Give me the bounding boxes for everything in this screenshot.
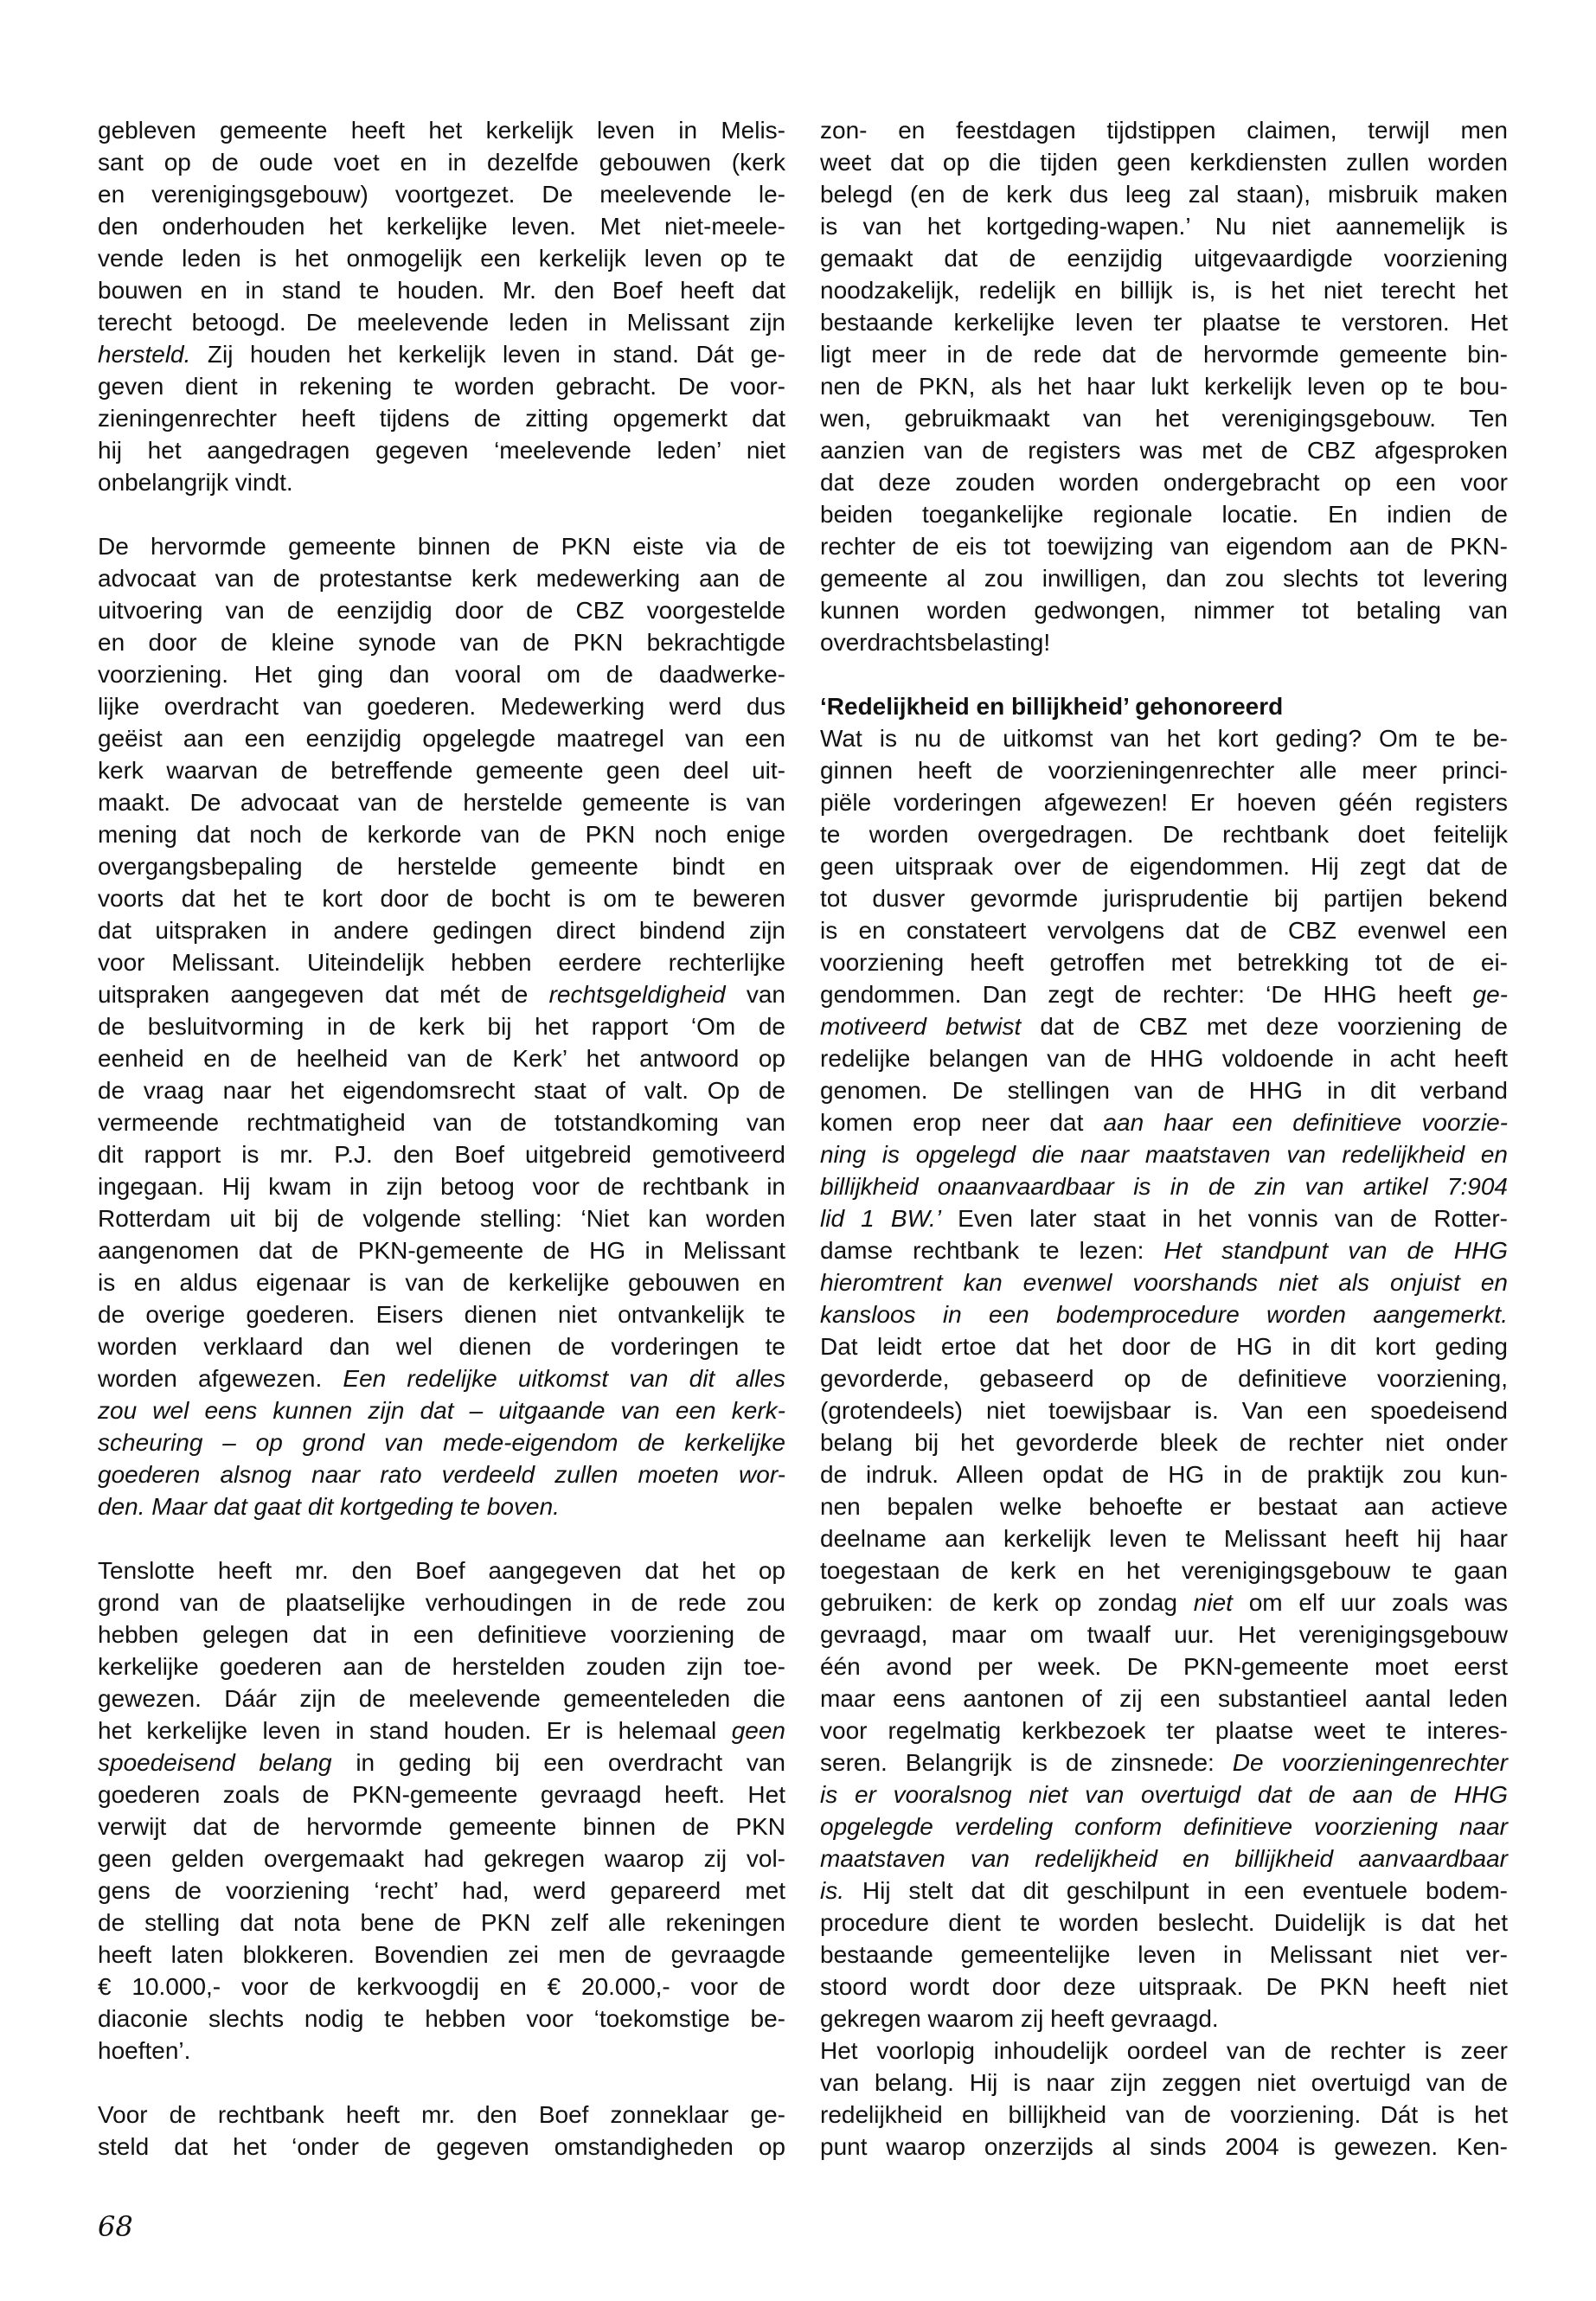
text-line bbox=[820, 1779, 1508, 1811]
text-line: is en constateert vervolgens dat de CBZ evenwel een bbox=[820, 917, 1508, 944]
text-line: is van het kortgeding-wapen.’ Nu niet aannemelijk is bbox=[820, 213, 1508, 240]
italic-text: goederen alsnog naar rato verdeeld zullen moeten wor- bbox=[98, 1461, 785, 1488]
section-heading: ‘Redelijkheid en billijkheid’ gehonoreerd bbox=[820, 693, 1284, 720]
text-line: worden verklaard dan wel dienen de vorderingen te bbox=[98, 1333, 785, 1360]
italic-text: rechtsgeldigheid bbox=[548, 981, 726, 1008]
text-line: spoedeisend belang in geding bij een overdracht van bbox=[98, 1749, 785, 1776]
text-line: redelijke belangen van de HHG voldoende in acht heeft bbox=[820, 1045, 1508, 1072]
text-line: toegestaan de kerk en het verenigingsgebouw te gaan bbox=[820, 1557, 1508, 1584]
text-line bbox=[98, 1426, 785, 1458]
text-line: komen erop neer dat aan haar een definitieve voorzie- bbox=[820, 1109, 1508, 1136]
italic-text: den. Maar dat gaat dit kortgeding te boven. bbox=[98, 1493, 560, 1520]
text-line bbox=[820, 1811, 1508, 1843]
text-line bbox=[820, 1298, 1508, 1330]
text-line: kunnen worden gedwongen, nimmer tot betaling van bbox=[820, 597, 1508, 624]
italic-text: spoedeisend belang bbox=[98, 1749, 332, 1776]
italic-text: hieromtrent kan evenwel voorshands niet als onjuist en bbox=[820, 1269, 1508, 1296]
text-line: kerk waarvan de betreffende gemeente geen deel uit- bbox=[98, 757, 785, 784]
text-line: geen gelden overgemaakt had gekregen waarop zij vol- bbox=[98, 1845, 785, 1872]
text-line: vermeende rechtmatigheid van de totstandkoming van bbox=[98, 1109, 785, 1136]
text-line: lid 1 BW.’ Even later staat in het vonnis van de Rotter- bbox=[820, 1205, 1508, 1232]
text-line: seren. Belangrijk is de zinsnede: De voorzieningenrechter bbox=[820, 1749, 1508, 1776]
text-line: rechter de eis tot toewijzing van eigendom aan de PKN- bbox=[820, 533, 1508, 560]
text-line: worden afgewezen. Een redelijke uitkomst van dit alles bbox=[98, 1365, 785, 1392]
text-line: gens de voorziening ‘recht’ had, werd gepareerd met bbox=[98, 1877, 785, 1904]
text-line bbox=[820, 1170, 1508, 1202]
italic-text: is. bbox=[820, 1877, 844, 1904]
text-line: dit rapport is mr. P.J. den Boef uitgebreid gemotiveerd bbox=[98, 1141, 785, 1168]
text-line: ginnen heeft de voorzieningenrechter alle meer princi- bbox=[820, 757, 1508, 784]
text-line bbox=[98, 1394, 785, 1426]
text-line: voorziening heeft getroffen met betrekking tot de ei- bbox=[820, 949, 1508, 976]
text-line bbox=[98, 1490, 785, 1522]
text-line: de overige goederen. Eisers dienen niet ontvankelijk te bbox=[98, 1301, 785, 1328]
text-line: het kerkelijke leven in stand houden. Er is helemaal geen bbox=[98, 1717, 785, 1744]
text-line: motiveerd betwist dat de CBZ met deze voorziening de bbox=[820, 1013, 1508, 1040]
text-line: weet dat op die tijden geen kerkdiensten zullen worden bbox=[820, 149, 1508, 176]
text-line: voor regelmatig kerkbezoek ter plaatse weet te interes- bbox=[820, 1717, 1508, 1744]
text-line: van belang. Hij is naar zijn zeggen niet overtuigd van de bbox=[820, 2069, 1508, 2096]
text-line: lijke overdracht van goederen. Medewerking werd dus bbox=[98, 693, 785, 720]
italic-text: kansloos in een bodemprocedure worden aangemerkt. bbox=[820, 1301, 1508, 1328]
text-line: geëist aan een eenzijdig opgelegde maatregel van een bbox=[98, 725, 785, 752]
italic-text: hersteld. bbox=[98, 341, 191, 368]
text-line: belang bij het gevorderde bleek de rechter niet onder bbox=[820, 1429, 1508, 1456]
text-line: heeft laten blokkeren. Bovendien zei men de gevraagde bbox=[98, 1941, 785, 1968]
text-line: zon- en feestdagen tijdstippen claimen, terwijl men bbox=[820, 117, 1508, 144]
text-line: noodzakelijk, redelijk en billijk is, is het niet terecht het bbox=[820, 277, 1508, 304]
text-line: gebleven gemeente heeft het kerkelijk leven in Melis- bbox=[98, 117, 785, 144]
text-line: uitvoering van de eenzijdig door de CBZ voorgestelde bbox=[98, 597, 785, 624]
text-line: advocaat van de protestantse kerk medewerking aan de bbox=[98, 565, 785, 592]
text-line: gewezen. Dáár zijn de meelevende gemeenteleden die bbox=[98, 1685, 785, 1712]
italic-text: niet bbox=[1193, 1589, 1233, 1616]
text-line: vende leden is het onmogelijk een kerkelijk leven op te bbox=[98, 245, 785, 272]
text-line: kerkelijke goederen aan de herstelden zouden zijn toe- bbox=[98, 1653, 785, 1680]
italic-text: Het standpunt van de HHG bbox=[1163, 1237, 1508, 1264]
italic-text: billijkheid onaanvaardbaar is in de zin van artikel 7:904 bbox=[820, 1173, 1508, 1200]
text-line: beiden toegankelijke regionale locatie. En indien de bbox=[820, 501, 1508, 528]
paragraph bbox=[98, 114, 785, 498]
text-line bbox=[820, 1138, 1508, 1170]
text-line: is en aldus eigenaar is van de kerkelijke gebouwen en bbox=[98, 1269, 785, 1296]
text-line: gemeente al zou inwilligen, dan zou slechts tot levering bbox=[820, 565, 1508, 592]
text-line: voorts dat het te kort door de bocht is om te beweren bbox=[98, 885, 785, 912]
text-line: genomen. De stellingen van de HHG in dit verband bbox=[820, 1077, 1508, 1104]
text-line: geven dient in rekening te worden gebracht. De voor- bbox=[98, 373, 785, 400]
italic-text: Een redelijke uitkomst van dit alles bbox=[343, 1365, 785, 1392]
text-line: geen uitspraak over de eigendommen. Hij zegt dat de bbox=[820, 853, 1508, 880]
text-line: Rotterdam uit bij de volgende stelling: ‘Niet kan worden bbox=[98, 1205, 785, 1232]
text-line bbox=[820, 1266, 1508, 1298]
text-line: voor Melissant. Uiteindelijk hebben eerdere rechterlijke bbox=[98, 949, 785, 976]
text-line: de indruk. Alleen opdat de HG in de praktijk zou kun- bbox=[820, 1461, 1508, 1488]
text-line: € 10.000,- voor de kerkvoogdij en € 20.000,- voor de bbox=[98, 1973, 785, 2000]
text-line: deelname aan kerkelijk leven te Melissant heeft hij haar bbox=[820, 1525, 1508, 1552]
italic-text: ning is opgelegd die naar maatstaven van redelijkheid en bbox=[820, 1141, 1508, 1168]
text-line: den onderhouden het kerkelijke leven. Met niet-meele- bbox=[98, 213, 785, 240]
text-line: voorziening. Het ging dan vooral om de daadwerke- bbox=[98, 661, 785, 688]
right-column bbox=[820, 114, 1508, 2163]
text-line: de vraag naar het eigendomsrecht staat of valt. Op de bbox=[98, 1077, 785, 1104]
italic-text: motiveerd betwist bbox=[820, 1013, 1022, 1040]
paragraph bbox=[98, 1554, 785, 2067]
paragraph-gap bbox=[98, 1522, 785, 1554]
text-line: nen bepalen welke behoefte er bestaat aan actieve bbox=[820, 1493, 1508, 1520]
text-line: De hervormde gemeente binnen de PKN eiste via de bbox=[98, 533, 785, 560]
text-line: piële vorderingen afgewezen! Er hoeven géén registers bbox=[820, 789, 1508, 816]
italic-text: scheuring – op grond van mede-eigendom de kerkelijke bbox=[98, 1429, 785, 1456]
text-line bbox=[98, 1458, 785, 1490]
text-line: belegd (en de kerk dus leeg zal staan), misbruik maken bbox=[820, 181, 1508, 208]
text-line: gemaakt dat de eenzijdig uitgevaardigde voorziening bbox=[820, 245, 1508, 272]
text-line: onbelangrijk vindt. bbox=[98, 469, 293, 496]
text-line: hoeften’. bbox=[98, 2037, 191, 2064]
paragraph-gap bbox=[820, 658, 1508, 690]
italic-text: maatstaven van redelijkheid en billijkheid aanvaardbaar bbox=[820, 1845, 1508, 1872]
text-line: verwijt dat de hervormde gemeente binnen de PKN bbox=[98, 1813, 785, 1840]
italic-text: is er vooralsnog niet van overtuigd dat de aan de HHG bbox=[820, 1781, 1508, 1808]
text-line: Wat is nu de uitkomst van het kort geding? Om te be- bbox=[820, 725, 1508, 752]
text-line: de stelling dat nota bene de PKN zelf alle rekeningen bbox=[98, 1909, 785, 1936]
text-line: aangenomen dat de PKN-gemeente de HG in Melissant bbox=[98, 1237, 785, 1264]
page-number: 68 bbox=[98, 2210, 133, 2243]
italic-text: geen bbox=[731, 1717, 785, 1744]
text-line: aanzien van de registers was met de CBZ afgesproken bbox=[820, 437, 1508, 464]
text-line: dat uitspraken in andere gedingen direct bindend zijn bbox=[98, 917, 785, 944]
text-line: één avond per week. De PKN-gemeente moet eerst bbox=[820, 1653, 1508, 1680]
text-line: de besluitvorming in de kerk bij het rapport ‘Om de bbox=[98, 1013, 785, 1040]
text-line: sant op de oude voet en in dezelfde gebouwen (kerk bbox=[98, 149, 785, 176]
text-line: ligt meer in de rede dat de hervormde gemeente bin- bbox=[820, 341, 1508, 368]
text-line: en door de kleine synode van de PKN bekrachtigde bbox=[98, 629, 785, 656]
text-line: mening dat noch de kerkorde van de PKN noch enige bbox=[98, 821, 785, 848]
italic-text: aan haar een definitieve voorzie- bbox=[1103, 1109, 1508, 1136]
italic-text: zou wel eens kunnen zijn dat – uitgaande van een kerk- bbox=[98, 1397, 785, 1424]
text-line: dat deze zouden worden ondergebracht op een voor bbox=[820, 469, 1508, 496]
text-line: nen de PKN, als het haar lukt kerkelijk leven op te bou- bbox=[820, 373, 1508, 400]
text-line: uitspraken aangegeven dat mét de rechtsgeldigheid van bbox=[98, 981, 785, 1008]
paragraph bbox=[820, 2035, 1508, 2163]
text-line: stoord wordt door deze uitspraak. De PKN heeft niet bbox=[820, 1973, 1508, 2000]
text-line: steld dat het ‘onder de gegeven omstandigheden op bbox=[98, 2133, 785, 2160]
text-line: overdrachtsbelasting! bbox=[820, 629, 1051, 656]
text-line: goederen zoals de PKN-gemeente gevraagd heeft. Het bbox=[98, 1781, 785, 1808]
text-line: Dat leidt ertoe dat het door de HG in dit kort geding bbox=[820, 1333, 1508, 1360]
text-line: redelijkheid en billijkheid van de voorziening. Dát is het bbox=[820, 2101, 1508, 2128]
text-line: punt waarop onzerzijds al sinds 2004 is gewezen. Ken- bbox=[820, 2133, 1508, 2160]
text-line: en verenigingsgebouw) voortgezet. De meelevende le- bbox=[98, 181, 785, 208]
left-column bbox=[98, 114, 785, 2163]
text-line: ingegaan. Hij kwam in zijn betoog voor de rechtbank in bbox=[98, 1173, 785, 1200]
paragraph-gap bbox=[98, 2067, 785, 2099]
italic-text: opgelegde verdeling conform definitieve voorziening naar bbox=[820, 1813, 1508, 1840]
italic-text: De voorzieningenrechter bbox=[1232, 1749, 1508, 1776]
text-line: is. Hij stelt dat dit geschilpunt in een eventuele bodem- bbox=[820, 1877, 1508, 1904]
text-line: gebruiken: de kerk op zondag niet om elf uur zoals was bbox=[820, 1589, 1509, 1616]
text-line: hij het aangedragen gegeven ‘meelevende leden’ niet bbox=[98, 437, 785, 464]
text-line: gendommen. Dan zegt de rechter: ‘De HHG heeft ge- bbox=[820, 981, 1508, 1008]
text-line: diaconie slechts nodig te hebben voor ‘toekomstige be- bbox=[98, 2005, 785, 2032]
text-line: wen, gebruikmaakt van het verenigingsgebouw. Ten bbox=[820, 405, 1508, 432]
text-line: eenheid en de heelheid van de Kerk’ het antwoord op bbox=[98, 1045, 785, 1072]
text-line: procedure dient te worden beslecht. Duidelijk is dat het bbox=[820, 1909, 1508, 1936]
paragraph bbox=[820, 722, 1508, 2035]
italic-text: ge- bbox=[1472, 981, 1508, 1008]
paragraph bbox=[98, 2099, 785, 2163]
text-line: gevorderde, gebaseerd op de definitieve voorziening, bbox=[820, 1365, 1508, 1392]
text-line: Voor de rechtbank heeft mr. den Boef zonneklaar ge- bbox=[98, 2101, 785, 2128]
text-line: bouwen en in stand te houden. Mr. den Boef heeft dat bbox=[98, 277, 785, 304]
paragraph bbox=[98, 530, 785, 1522]
text-line: maakt. De advocaat van de herstelde gemeente is van bbox=[98, 789, 785, 816]
text-line: gevraagd, maar om twaalf uur. Het verenigingsgebouw bbox=[820, 1621, 1508, 1648]
paragraph bbox=[820, 114, 1508, 658]
text-line: damse rechtbank te lezen: Het standpunt van de HHG bbox=[820, 1237, 1508, 1264]
text-line: overgangsbepaling de herstelde gemeente bindt en bbox=[98, 853, 785, 880]
text-line: Tenslotte heeft mr. den Boef aangegeven dat het op bbox=[98, 1557, 785, 1584]
text-line: (grotendeels) niet toewijsbaar is. Van een spoedeisend bbox=[820, 1397, 1508, 1424]
text-line: maar eens aantonen of zij een substantieel aantal leden bbox=[820, 1685, 1508, 1712]
text-line: zieningenrechter heeft tijdens de zitting opgemerkt dat bbox=[98, 405, 785, 432]
paragraph-gap bbox=[98, 498, 785, 530]
text-line: hersteld. Zij houden het kerkelijk leven in stand. Dát ge- bbox=[98, 341, 785, 368]
text-line: tot dusver gevormde jurisprudentie bij partijen bekend bbox=[820, 885, 1508, 912]
text-line bbox=[820, 1843, 1508, 1875]
text-line: Het voorlopig inhoudelijk oordeel van de rechter is zeer bbox=[820, 2037, 1508, 2064]
text-line: terecht betoogd. De meelevende leden in Melissant zijn bbox=[98, 309, 785, 336]
text-line: gekregen waarom zij heeft gevraagd. bbox=[820, 2005, 1219, 2032]
text-line: bestaande kerkelijke leven ter plaatse te verstoren. Het bbox=[820, 309, 1508, 336]
text-line: bestaande gemeentelijke leven in Melissant niet ver- bbox=[820, 1941, 1508, 1968]
text-line: grond van de plaatselijke verhoudingen in de rede zou bbox=[98, 1589, 785, 1616]
text-line: hebben gelegen dat in een definitieve voorziening de bbox=[98, 1621, 785, 1648]
text-line: te worden overgedragen. De rechtbank doet feitelijk bbox=[820, 821, 1508, 848]
italic-text: lid 1 BW.’ bbox=[820, 1205, 941, 1232]
